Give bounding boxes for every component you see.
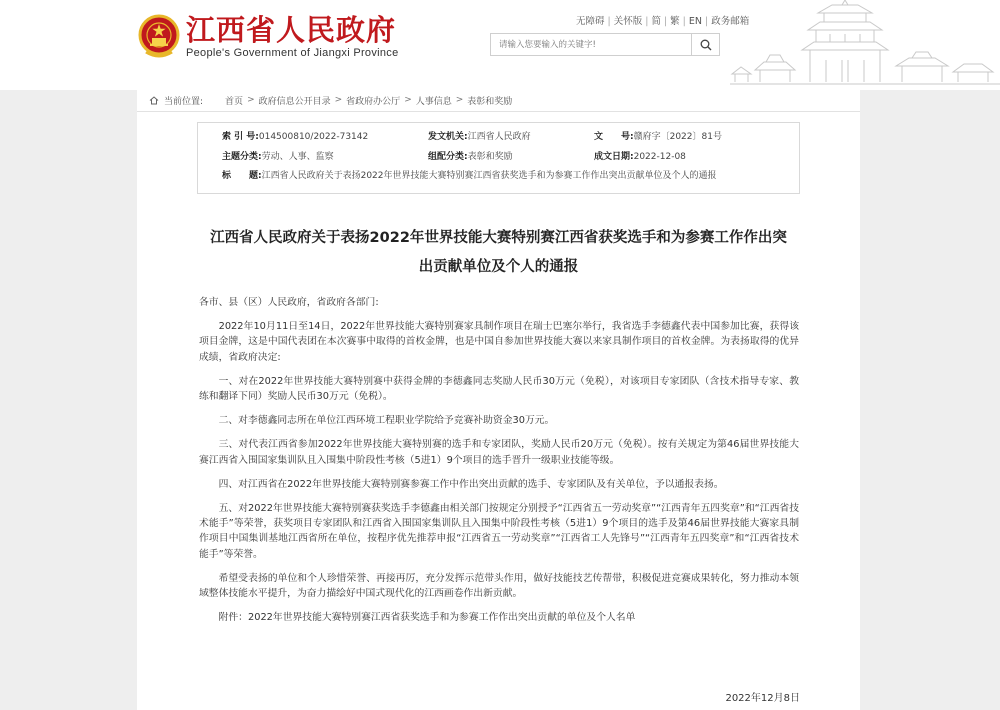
document-title-line: 江西省人民政府关于表扬2022年世界技能大赛特别赛江西省获奖选手和为参赛工作作出突: [210, 230, 787, 246]
meta-date-value: 2022-12-08: [633, 152, 686, 162]
site-header: [0, 0, 1000, 90]
meta-category: 组配分类:表彰和奖励: [428, 152, 513, 162]
top-link-english[interactable]: EN: [688, 16, 702, 27]
top-links: [576, 13, 749, 27]
meta-title: 标 题:江西省人民政府关于表扬2022年世界技能大赛特别赛江西省获奖选手和为参赛工作作出突出贡献单位及个人的通报: [222, 171, 717, 181]
paragraph: 五、对2022年世界技能大赛特别赛获奖选手李德鑫由相关部门按规定分别授予“江西省五一劳动奖章”“江西青年五四奖章”和“江西省技术能手”等荣誉，获奖项目专家团队和江西省入围国家集训队且入围集中阶段性考核（5进1）9个项目的选手及第46届世界技能大赛家具制作项目中国集训基地江西省所在单位，按程序优先推荐申报“江西省五一劳动奖章”“江西省工人先锋号”“江西青年五四奖章”和“江西省技术能手”等荣誉。: [199, 502, 799, 560]
divider: [137, 111, 860, 112]
attachment-link[interactable]: 附件：2022年世界技能大赛特别赛江西省获奖选手和为参赛工作作出突出贡献的单位及个人名单: [218, 612, 636, 624]
divider: |: [704, 16, 709, 27]
divider: |: [663, 16, 668, 27]
breadcrumb-awards[interactable]: 表彰和奖励: [467, 96, 513, 107]
document-title-line: 出贡献单位及个人的通报: [418, 259, 579, 275]
chevron-right-icon: >: [247, 95, 255, 105]
metadata-row: [198, 149, 799, 166]
document-title: [137, 224, 860, 282]
breadcrumb-general-office[interactable]: 省政府办公厅: [346, 96, 401, 107]
meta-title-value: 江西省人民政府关于表扬2022年世界技能大赛特别赛江西省获奖选手和为参赛工作作出突出贡献单位及个人的通报: [261, 171, 717, 181]
meta-date: 成文日期:2022-12-08: [594, 152, 686, 162]
site-title[interactable]: 江西省人民政府: [186, 13, 397, 47]
paragraph: 2022年10月11日至14日，2022年世界技能大赛特别赛家具制作项目在瑞士巴塞尔举行，我省选手李德鑫代表中国参加比赛，获得该项目金牌，这是中国代表团在本次赛事中取得的首枚金牌，也是中国自参加世界技能大赛以来家具制作项目的首枚金牌。为表扬取得的优异成绩，省政府决定:: [199, 321, 799, 363]
signing-date: 2022年12月8日: [725, 693, 800, 704]
search-box: [490, 33, 720, 56]
tengwang-pavilion-illustration: [730, 0, 1000, 90]
chevron-right-icon: >: [455, 95, 464, 105]
top-link-care-mode[interactable]: 关怀版: [613, 16, 643, 27]
meta-issuer: 发文机关:江西省人民政府: [428, 132, 531, 142]
meta-topic: 主题分类:劳动、人事、监察: [222, 152, 334, 162]
paragraph: 一、对在2022年世界技能大赛特别赛中获得金牌的李德鑫同志奖励人民币30万元（免税），对该项目专家团队（含技术指导专家、教练和翻译下同）奖励人民币30万元（免税）。: [199, 375, 799, 403]
paragraph: 四、对江西省在2022年世界技能大赛特别赛参赛工作中作出突出贡献的选手、专家团队及有关单位，予以通报表扬。: [218, 478, 724, 490]
chevron-right-icon: >: [404, 95, 412, 105]
chevron-right-icon: >: [334, 95, 343, 105]
search-button[interactable]: [691, 34, 719, 55]
meta-docno-value: 赣府字〔2022〕81号: [633, 132, 722, 142]
meta-issuer-value: 江西省人民政府: [467, 132, 531, 142]
site-subtitle: People's Government of Jiangxi Province: [186, 47, 399, 59]
metadata-row: [198, 168, 799, 185]
meta-docno: 文 号:赣府字〔2022〕81号: [594, 132, 722, 142]
divider: |: [682, 16, 686, 27]
paragraph: 三、对代表江西省参加2022年世界技能大赛特别赛的选手和专家团队，奖励人民币20万元（免税）。按有关规定为第46届世界技能大赛江西省入围国家集训队且入围集中阶段性考核（5进1）9个项目的选手晋升一级职业技能等级。: [199, 439, 799, 466]
breadcrumb-home[interactable]: 首页: [225, 96, 244, 107]
metadata-row: [198, 129, 799, 146]
meta-category-value: 表彰和奖励: [467, 152, 513, 162]
meta-index-value: 014500810/2022-73142: [258, 132, 369, 142]
divider: |: [607, 16, 611, 27]
breadcrumb-personnel[interactable]: 人事信息: [415, 96, 452, 107]
paragraph: 希望受表扬的单位和个人珍惜荣誉、再接再厉，充分发挥示范带头作用，做好技能技艺传帮带，积极促进竞赛成果转化，努力推动本领域整体技能水平提升，为奋力描绘好中国式现代化的江西画卷作出新贡献。: [199, 572, 799, 600]
breadcrumb-label: 当前位置:: [164, 96, 204, 107]
national-emblem-icon[interactable]: [138, 14, 180, 58]
document-metadata-table: [197, 122, 800, 194]
meta-topic-value: 劳动、人事、监察: [261, 152, 334, 162]
meta-index: 索 引 号:014500810/2022-73142: [222, 132, 369, 142]
document-body: [199, 295, 799, 634]
top-link-accessibility[interactable]: 无障碍: [576, 16, 605, 27]
breadcrumb-info-catalog[interactable]: 政府信息公开目录: [258, 96, 331, 107]
paragraph: 二、对李德鑫同志所在单位江西环境工程职业学院给予竞赛补助资金30万元。: [218, 415, 555, 427]
salutation: 各市、县（区）人民政府，省政府各部门:: [199, 297, 379, 308]
breadcrumb: [149, 92, 512, 108]
search-icon: [700, 39, 712, 51]
top-link-mailbox[interactable]: 政务邮箱: [711, 16, 750, 27]
top-link-simplified[interactable]: 简: [651, 16, 661, 27]
top-link-traditional[interactable]: 繁: [670, 16, 680, 27]
content-panel: [137, 88, 860, 710]
search-input[interactable]: [491, 34, 691, 55]
home-icon: [149, 96, 159, 105]
divider: |: [645, 16, 649, 27]
